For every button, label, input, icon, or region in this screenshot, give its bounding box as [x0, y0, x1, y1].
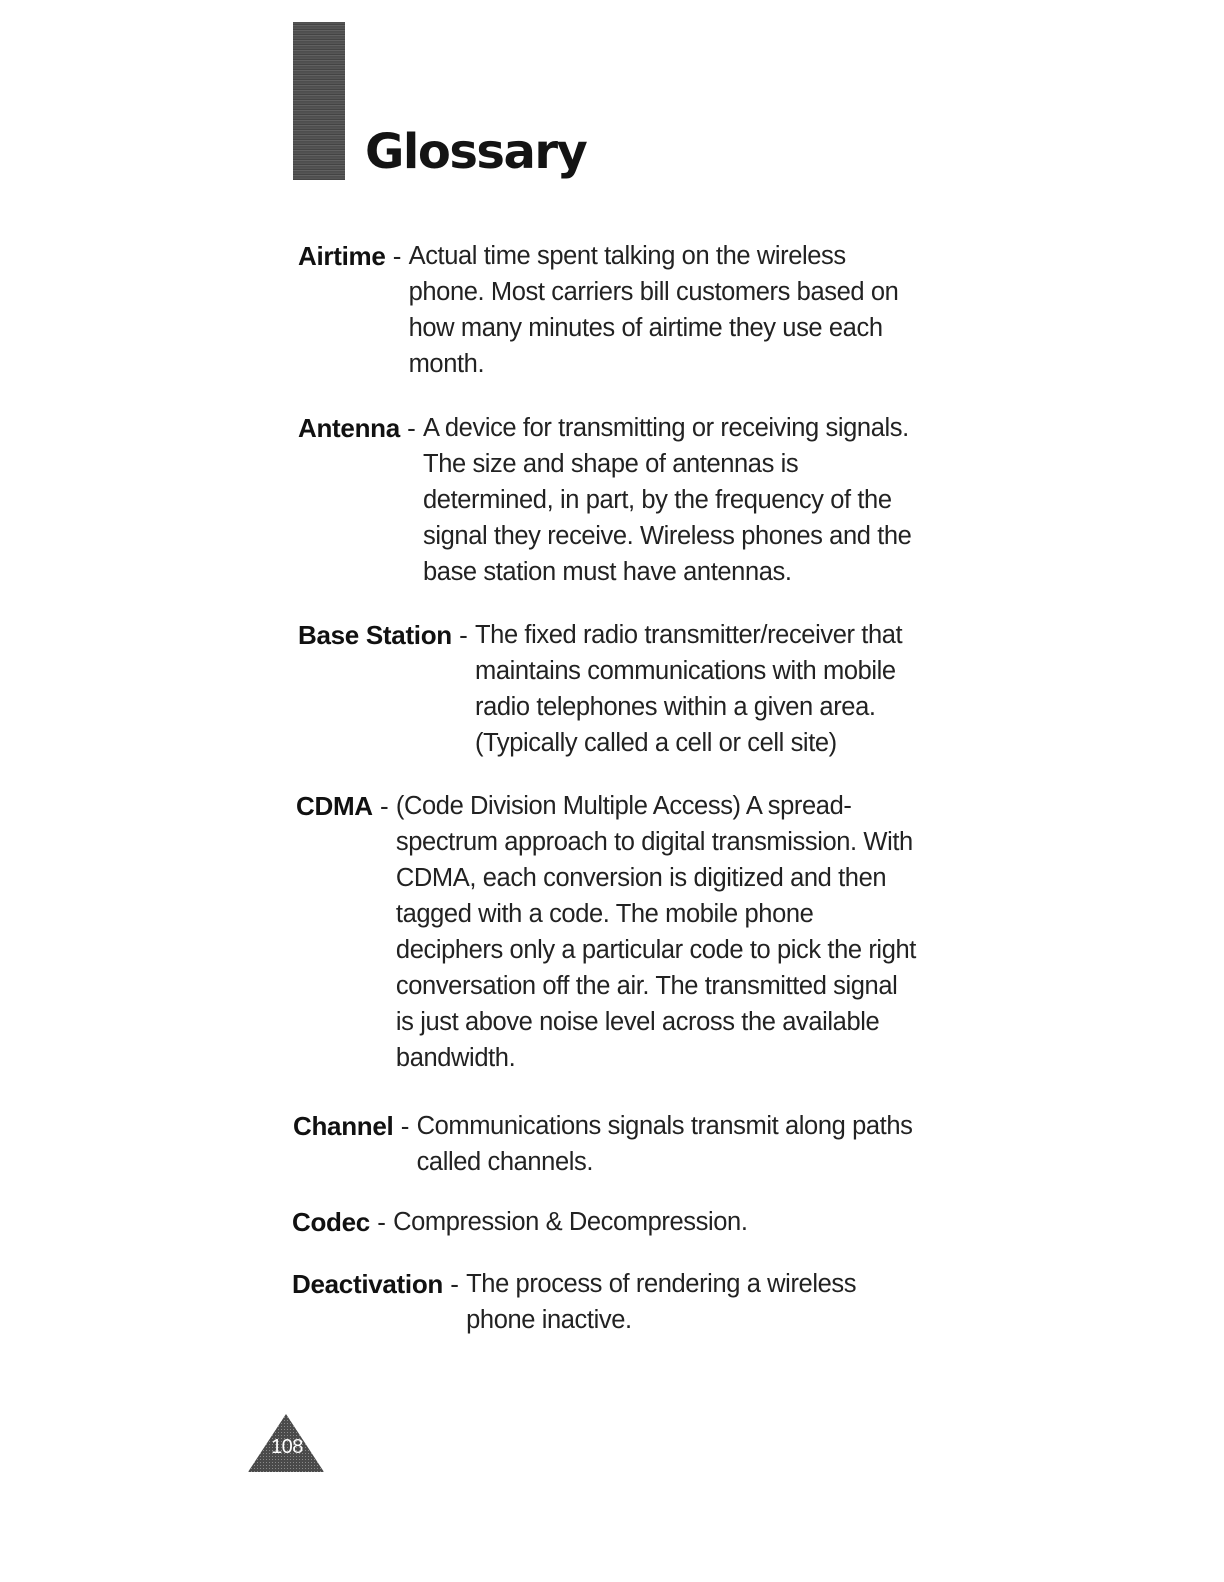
glossary-definition: Communications signals transmit along paths called channels. [416, 1112, 913, 1176]
term-separator: - [443, 1269, 467, 1299]
glossary-definition: The fixed radio transmitter/receiver that maintains communications with mobile radio telephones within a given area. (Typically called a cell or cell site) [475, 621, 903, 757]
glossary-entry-antenna [298, 410, 938, 590]
glossary-entry-codec [292, 1204, 932, 1240]
glossary-term: Base Station [298, 620, 452, 650]
glossary-term: Deactivation [292, 1269, 444, 1299]
heading-bar-graphic [293, 22, 345, 180]
term-separator: - [385, 241, 409, 271]
term-separator: - [393, 1111, 417, 1141]
glossary-entry-airtime [298, 238, 938, 382]
page-number: 108 [271, 1436, 303, 1458]
glossary-term: Antenna [298, 413, 400, 443]
page-title: Glossary [365, 124, 587, 180]
term-separator: - [372, 791, 396, 821]
glossary-entry-base-station [298, 617, 938, 761]
glossary-term: Channel [293, 1111, 394, 1141]
glossary-definition: (Code Division Multiple Access) A spread-spectrum approach to digital transmission. With CDMA, each conversion is digitized and then tagged with a code. The mobile phone deciphers only a particular code to pick the right conversation off the air. The transmitted signal is just above noise level across the available bandwidth. [395, 792, 916, 1072]
glossary-term: Airtime [298, 241, 386, 271]
glossary-term: Codec [292, 1207, 370, 1237]
glossary-definition: The process of rendering a wireless phone inactive. [466, 1270, 857, 1334]
glossary-definition: Actual time spent talking on the wireless phone. Most carriers bill customers based on how many minutes of airtime they use each month. [408, 242, 899, 378]
glossary-entry-deactivation [292, 1266, 932, 1338]
glossary-definition: A device for transmitting or receiving signals. The size and shape of antennas is determined, in part, by the frequency of the signal they receive. Wireless phones and the base station must have antennas. [423, 414, 912, 586]
glossary-definition: Compression & Decompression. [393, 1208, 748, 1236]
glossary-entry-cdma [296, 788, 936, 1076]
glossary-entry-channel [293, 1108, 933, 1180]
term-separator: - [451, 620, 475, 650]
glossary-term: CDMA [296, 791, 373, 821]
term-separator: - [369, 1207, 394, 1237]
term-separator: - [399, 413, 424, 443]
